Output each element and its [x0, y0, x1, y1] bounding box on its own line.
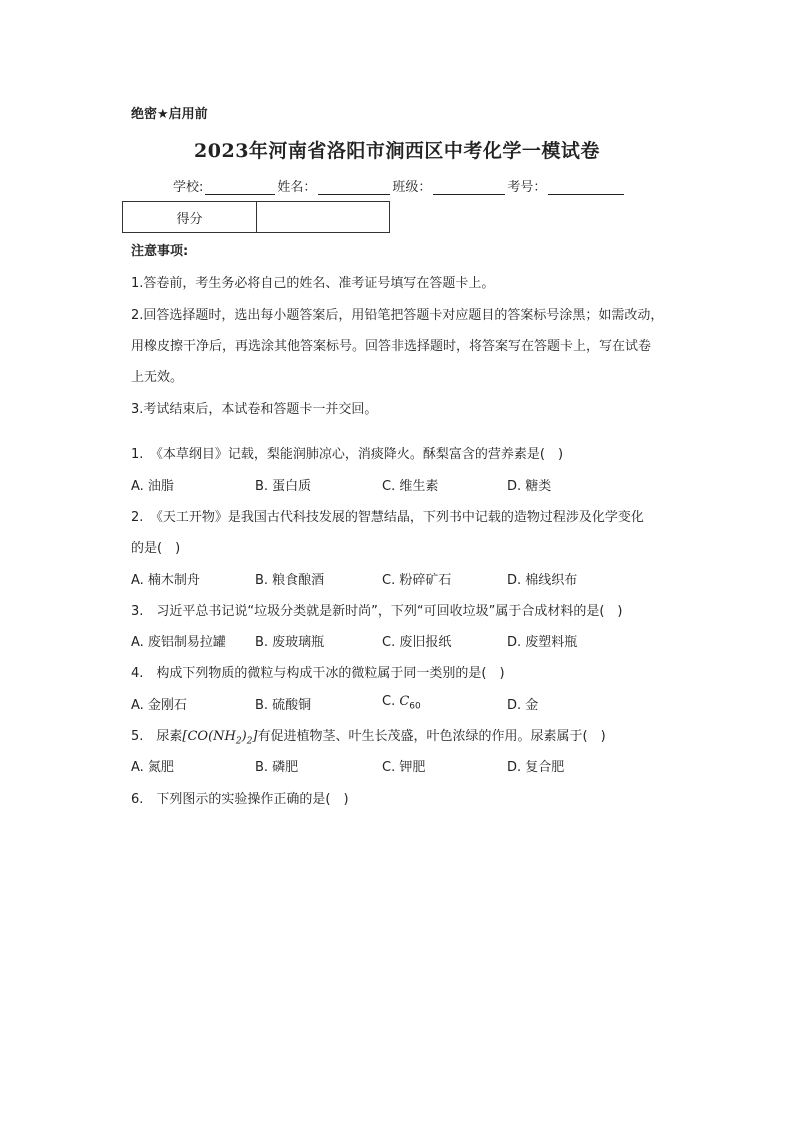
- formula-sub: 2: [246, 736, 253, 747]
- option-c-subscript: 60: [409, 701, 421, 712]
- option-b[interactable]: B. 废玻璃瓶: [255, 635, 325, 650]
- notice-heading: 注意事项:: [131, 244, 189, 259]
- class-blank[interactable]: [433, 180, 505, 195]
- confidential-mark: 绝密★启用前: [131, 107, 208, 122]
- question-2: 2. 《天工开物》是我国古代科技发展的智慧结晶，下列书中记载的造物过程涉及化学变化: [131, 510, 644, 525]
- formula-part: [CO(NH: [182, 729, 236, 744]
- option-b[interactable]: B. 磷肥: [255, 760, 299, 775]
- option-a[interactable]: A. 废铝制易拉罐: [131, 635, 226, 650]
- question-5-prefix: 5. 尿素: [131, 729, 183, 744]
- notice-line: 1.答卷前，考生务必将自己的姓名、准考证号填写在答题卡上。: [131, 276, 495, 291]
- question-1: 1. 《本草纲目》记载，梨能润肺凉心，消痰降火。酥梨富含的营养素是( ): [131, 447, 564, 462]
- question-4: 4. 构成下列物质的微粒与构成干冰的微粒属于同一类别的是( ): [131, 666, 505, 681]
- option-d[interactable]: D. 复合肥: [507, 760, 565, 775]
- student-info-line: [173, 176, 626, 195]
- question-3: 3. 习近平总书记说“垃圾分类就是新时尚”，下列“可回收垃圾”属于合成材料的是( ): [131, 604, 623, 619]
- option-a[interactable]: A. 氮肥: [131, 760, 174, 775]
- name-blank[interactable]: [318, 180, 390, 195]
- class-label: 班级：: [392, 180, 432, 195]
- option-b[interactable]: B. 蛋白质: [255, 479, 312, 494]
- formula-part: ]: [252, 729, 258, 744]
- option-c[interactable]: [382, 694, 421, 712]
- option-b[interactable]: B. 硫酸铜: [255, 698, 312, 713]
- exam-title: 2023年河南省洛阳市涧西区中考化学一模试卷: [194, 140, 600, 162]
- school-blank[interactable]: [205, 180, 275, 195]
- option-c[interactable]: C. 粉碎矿石: [382, 573, 452, 588]
- option-a[interactable]: A. 油脂: [131, 479, 174, 494]
- option-c[interactable]: C. 废旧报纸: [382, 635, 452, 650]
- option-d[interactable]: D. 废塑料瓶: [507, 635, 578, 650]
- question-2-cont: 的是( ): [131, 541, 181, 556]
- options-5: [131, 756, 691, 774]
- score-label: 得分: [123, 202, 257, 233]
- question-5-text: 有促进植物茎、叶生长茂盛，叶色浓绿的作用。尿素属于( ): [257, 729, 606, 744]
- question-5: [131, 725, 606, 747]
- notice-line: 3.考试结束后，本试卷和答题卡一并交回。: [131, 402, 378, 417]
- option-c[interactable]: C. 维生素: [382, 479, 439, 494]
- option-a[interactable]: A. 金刚石: [131, 698, 187, 713]
- option-c-formula: C: [399, 694, 410, 709]
- formula-sub: 2: [235, 736, 242, 747]
- option-d[interactable]: D. 棉线织布: [507, 573, 578, 588]
- notice-line: 2.回答选择题时，选出每小题答案后，用铅笔把答题卡对应题目的答案标号涂黑；如需改动，: [131, 308, 664, 323]
- options-4: [131, 694, 691, 712]
- option-d[interactable]: D. 糖类: [507, 479, 552, 494]
- exam-no-blank[interactable]: [548, 180, 624, 195]
- option-b[interactable]: B. 粮食酿酒: [255, 573, 325, 588]
- options-1: [131, 475, 691, 493]
- option-c[interactable]: C. 钾肥: [382, 760, 426, 775]
- options-2: [131, 569, 691, 587]
- score-value: [257, 202, 390, 233]
- school-label: 学校:: [173, 180, 204, 195]
- option-d[interactable]: D. 金: [507, 698, 539, 713]
- notice-line: 用橡皮擦干净后，再选涂其他答案标号。回答非选择题时，将答案写在答题卡上，写在试卷: [131, 339, 652, 354]
- option-a[interactable]: A. 楠木制舟: [131, 573, 200, 588]
- notice-line: 上无效。: [131, 370, 184, 385]
- score-table: [122, 201, 390, 233]
- exam-no-label: 考号：: [507, 180, 547, 195]
- options-3: [131, 631, 691, 649]
- question-6: 6. 下列图示的实验操作正确的是( ): [131, 792, 349, 807]
- formula-part: ): [241, 729, 247, 744]
- option-c-prefix: C.: [382, 694, 400, 709]
- urea-formula: [182, 729, 258, 747]
- name-label: 姓名：: [277, 180, 317, 195]
